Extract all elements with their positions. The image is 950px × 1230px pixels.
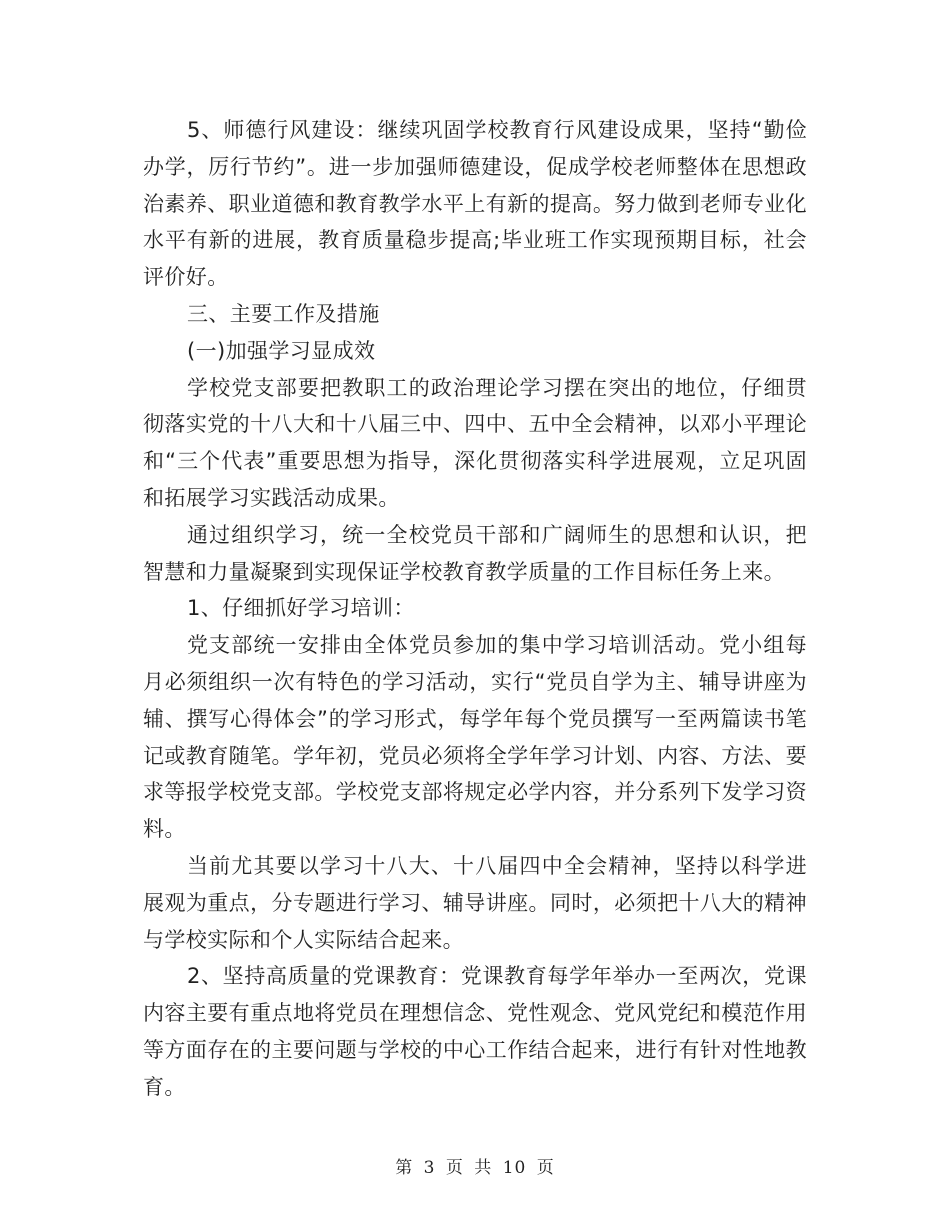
section-heading-main-work: 三、主要工作及措施 (187, 301, 380, 326)
paragraph-teacher-ethics: 5、师德行风建设：继续巩固学校教育行风建设成果，坚持“勤俭办学，厉行节约”。进一步加强师德建设，促成学校老师整体在思想政治素养、职业道德和教育教学水平上有新的提高。努力做到老师专业化水平有新的进展，教育质量稳步提高;毕业班工作实现预期目标，社会评价好。 (143, 118, 807, 290)
paragraph-training-activities: 党支部统一安排由全体党员参加的集中学习培训活动。党小组每月必须组织一次有特色的学习活动，实行“党员自学为主、辅导讲座为辅、撰写心得体会”的学习形式，每学年每个党员撰写一至两篇读书笔记或教育随笔。学年初，党员必须将全学年学习计划、内容、方法、要求等报学校党支部。学校党支部将规定必学内容，并分系列下发学习资料。 (143, 633, 807, 842)
item-heading-training: 1、仔细抓好学习培训： (187, 596, 415, 621)
document-body (143, 112, 807, 1106)
paragraph-political-study: 学校党支部要把教职工的政治理论学习摆在突出的地位，仔细贯彻落实党的十八大和十八届三中、四中、五中全会精神，以邓小平理论和“三个代表”重要思想为指导，深化贯彻落实科学进展观，立足巩固和拓展学习实践活动成果。 (143, 375, 807, 510)
paragraph-organize-study: 通过组织学习，统一全校党员干部和广阔师生的思想和认识，把智慧和力量凝聚到实现保证学校教育教学质量的工作目标任务上来。 (143, 522, 807, 584)
paragraph-current-focus: 当前尤其要以学习十八大、十八届四中全会精神，坚持以科学进展观为重点，分专题进行学习、辅导讲座。同时，必须把十八大的精神与学校实际和个人实际结合起来。 (143, 853, 807, 952)
page-number-footer: 第 3 页 共 10 页 (395, 1158, 555, 1178)
paragraph-party-lessons: 2、坚持高质量的党课教育：党课教育每学年举办一至两次，党课内容主要有重点地将党员在理想信念、党性观念、党风党纪和模范作用等方面存在的主要问题与学校的中心工作结合起来，进行有针对性地教育。 (143, 964, 807, 1099)
subsection-heading-study: (一)加强学习显成效 (187, 338, 376, 363)
